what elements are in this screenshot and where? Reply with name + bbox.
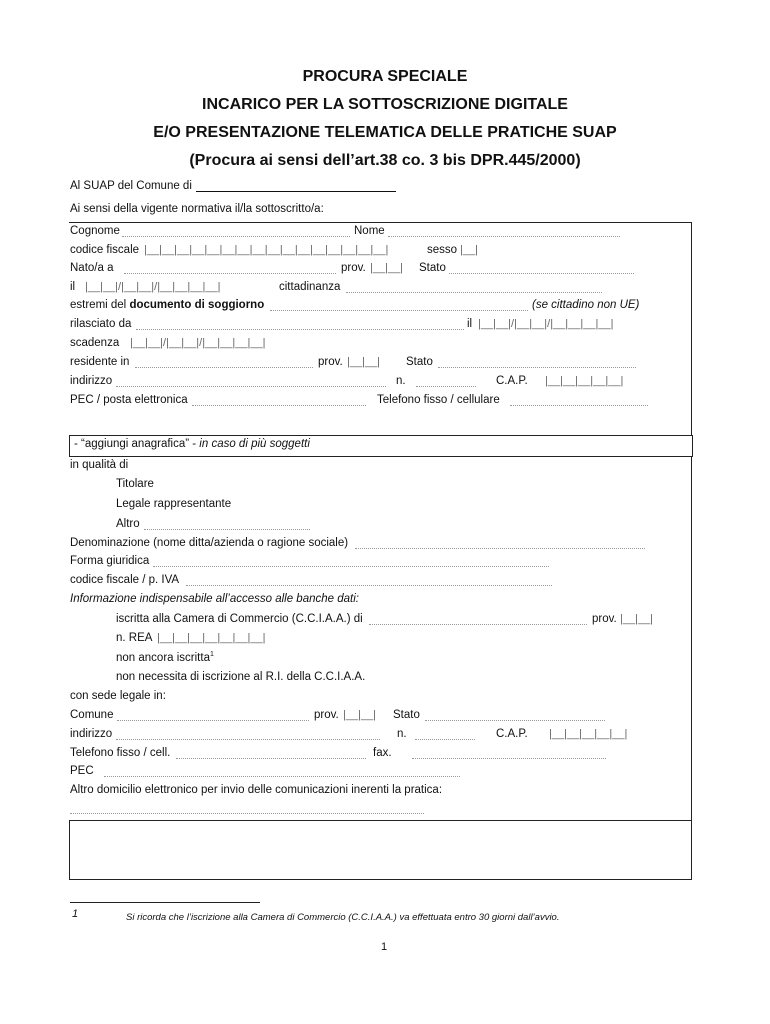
sede-pec-label: PEC (70, 765, 94, 777)
data-nascita-label: il (70, 281, 76, 293)
civico-label: n. (396, 375, 406, 387)
footnote-separator (70, 902, 260, 903)
option-iscritta[interactable]: iscritta alla Camera di Commercio (C.C.I.A.A.) di (116, 613, 363, 625)
sede-cap-field[interactable]: |__|__|__|__|__| (549, 728, 628, 740)
denominazione-label: Denominazione (nome ditta/azienda o ragione sociale) (70, 537, 349, 549)
suap-comune-field[interactable] (196, 191, 396, 192)
frame2-left-bottom (69, 820, 70, 880)
codice-fiscale-field[interactable]: |__|__|__|__|__|__|__|__|__|__|__|__|__|__|__|__| (144, 244, 389, 256)
non-ancora-text: non ancora iscritta (116, 651, 210, 664)
sede-civico-label: n. (397, 728, 407, 740)
cciaa-prov-field[interactable]: |__|__| (620, 613, 654, 625)
qualita-label: in qualità di (70, 459, 129, 471)
footnote-number: 1 (72, 908, 79, 920)
cciaa-prov-label: prov. (592, 613, 617, 625)
residente-field[interactable] (135, 367, 313, 368)
footnote-text: Si ricorda che l’iscrizione alla Camera di Commercio (C.C.I.A.A.) va effettuata entro 30 giorni dall’avvio. (126, 912, 560, 923)
estremi-label (70, 299, 264, 311)
forma-giuridica-field[interactable] (153, 566, 549, 567)
scadenza-label: scadenza (70, 337, 120, 349)
fax-label: fax. (373, 747, 392, 759)
comune-field[interactable] (117, 720, 309, 721)
fax-field[interactable] (412, 758, 606, 759)
residente-prov-label: prov. (318, 356, 343, 368)
nato-prov-field[interactable]: |__|__| (370, 262, 404, 274)
nome-field[interactable] (388, 236, 620, 237)
footnote-ref: 1 (209, 651, 214, 658)
codice-fiscale-label: codice fiscale (70, 244, 140, 256)
cognome-field[interactable] (122, 236, 350, 237)
residente-label: residente in (70, 356, 130, 368)
cittadinanza-label: cittadinanza (279, 281, 341, 293)
denominazione-field[interactable] (355, 548, 645, 549)
cittadinanza-field[interactable] (346, 292, 602, 293)
title-line-3: E/O PRESENTAZIONE TELEMATICA DELLE PRATICHE SUAP (153, 124, 617, 141)
altro-domicilio-label: Altro domicilio elettronico per invio delle comunicazioni inerenti la pratica: (70, 784, 443, 796)
cap-label: C.A.P. (496, 375, 528, 387)
forma-giuridica-label: Forma giuridica (70, 555, 150, 567)
rilasciato-label: rilasciato da (70, 318, 132, 330)
civico-field[interactable] (416, 386, 476, 387)
suap-label: Al SUAP del Comune di (70, 180, 192, 192)
telefono-label: Telefono fisso / cellulare (377, 394, 500, 406)
altro-field[interactable] (144, 529, 310, 530)
option-legale-rappresentante[interactable]: Legale rappresentante (116, 498, 232, 510)
page-number: 1 (381, 941, 388, 953)
residente-stato-label: Stato (406, 356, 433, 368)
sede-cap-label: C.A.P. (496, 728, 528, 740)
rea-label: n. REA (116, 632, 153, 644)
option-titolare[interactable]: Titolare (116, 478, 154, 490)
altro-domicilio-field[interactable] (70, 813, 424, 814)
comune-label: Comune (70, 709, 114, 721)
sede-civico-field[interactable] (415, 739, 475, 740)
pec-label: PEC / posta elettronica (70, 394, 188, 406)
sede-prov-label: prov. (314, 709, 339, 721)
rilasciato-field[interactable] (136, 329, 464, 330)
title-line-4: (Procura ai sensi dell’art.38 co. 3 bis DPR.445/2000) (189, 152, 581, 169)
estremi-prefix: estremi del (70, 299, 130, 311)
info-label: Informazione indispensabile all’accesso alle banche dati: (70, 593, 359, 605)
indirizzo-field[interactable] (116, 386, 386, 387)
aggiungi-anagrafica-button[interactable] (69, 435, 693, 457)
se-cittadino-note: (se cittadino non UE) (532, 299, 640, 311)
nato-prov-label: prov. (341, 262, 366, 274)
indirizzo-label: indirizzo (70, 375, 113, 387)
sesso-field[interactable]: |__| (460, 244, 478, 256)
frame2-bottom (69, 879, 692, 880)
pec-field[interactable] (192, 405, 366, 406)
sede-pec-field[interactable] (104, 776, 460, 777)
nato-label: Nato/a a (70, 262, 114, 274)
title-line-1: PROCURA SPECIALE (302, 68, 468, 85)
cognome-label: Cognome (70, 225, 120, 237)
estremi-bold: documento di soggiorno (129, 299, 265, 311)
rilascio-data-label: il (467, 318, 473, 330)
sede-indirizzo-field[interactable] (116, 739, 380, 740)
rilascio-data-field[interactable]: |__|__|/|__|__|/|__|__|__|__| (478, 318, 614, 330)
sede-stato-field[interactable] (425, 720, 605, 721)
title-line-2: INCARICO PER LA SOTTOSCRIZIONE DIGITALE (202, 96, 568, 113)
frame2-mid (69, 820, 692, 821)
cciaa-field[interactable] (369, 624, 587, 625)
nato-field[interactable] (124, 273, 336, 274)
cf-iva-label: codice fiscale / p. IVA (70, 574, 180, 586)
nato-stato-field[interactable] (449, 273, 634, 274)
aggiungi-anagrafica-label (74, 438, 310, 450)
sede-label: con sede legale in: (70, 690, 166, 702)
residente-stato-field[interactable] (438, 367, 636, 368)
sede-prov-field[interactable]: |__|__| (343, 709, 377, 721)
sede-telefono-field[interactable] (176, 758, 366, 759)
cap-field[interactable]: |__|__|__|__|__| (545, 375, 624, 387)
aggiungi-prefix: - “aggiungi anagrafica” - (74, 438, 200, 450)
sede-telefono-label: Telefono fisso / cell. (70, 747, 171, 759)
option-altro[interactable]: Altro (116, 518, 140, 530)
sensi-label: Ai sensi della vigente normativa il/la sottoscritto/a: (70, 203, 324, 215)
option-non-ancora-iscritta[interactable] (116, 651, 214, 664)
telefono-field[interactable] (510, 405, 648, 406)
scadenza-field[interactable]: |__|__|/|__|__|/|__|__|__|__| (130, 337, 266, 349)
sesso-label: sesso (427, 244, 458, 256)
form-frame-right (691, 222, 692, 436)
aggiungi-italic: in caso di più soggetti (199, 438, 310, 450)
sede-indirizzo-label: indirizzo (70, 728, 113, 740)
sede-stato-label: Stato (393, 709, 420, 721)
form-frame-top (69, 222, 692, 223)
nato-stato-label: Stato (419, 262, 446, 274)
rea-field[interactable]: |__|__|__|__|__|__|__| (157, 632, 266, 644)
data-nascita-field[interactable]: |__|__|/|__|__|/|__|__|__|__| (85, 281, 221, 293)
estremi-field[interactable] (270, 310, 528, 311)
nome-label: Nome (354, 225, 385, 237)
residente-prov-field[interactable]: |__|__| (347, 356, 381, 368)
frame2-right (691, 456, 692, 880)
cf-iva-field[interactable] (186, 585, 552, 586)
option-non-necessita[interactable]: non necessita di iscrizione al R.I. della C.C.I.A.A. (116, 671, 366, 683)
